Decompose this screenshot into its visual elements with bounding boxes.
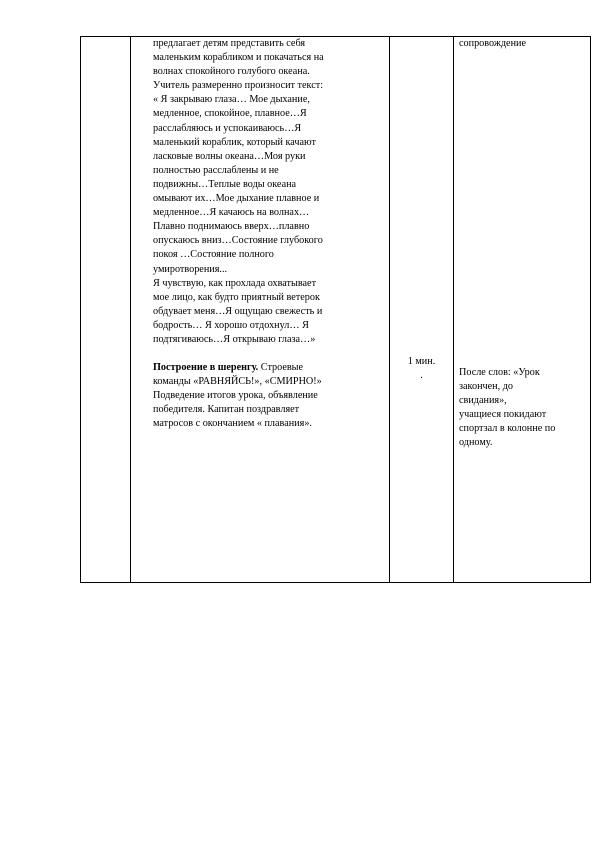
stage-cell bbox=[81, 37, 131, 583]
paragraph-gap bbox=[153, 347, 386, 361]
lesson-plan-table bbox=[80, 36, 591, 583]
final-heading: Построение в шеренгу. bbox=[153, 362, 259, 374]
time-text: 1 мин. bbox=[407, 356, 436, 367]
notes-cell bbox=[454, 37, 591, 583]
relaxation-text: предлагает детям представить себя маленьким корабликом и покачаться на волнах спокойного голубого океана. Учитель размеренно произносит текст: « Я закрываю глаза… Мое дыхание, медленное, спокойное, плавное…Я расслабляюсь и успокаиваюсь…Я маленький кораблик, который качают ласковые волны океана…Моя руки полностью расслаблены и не подвижны…Теплые воды океана омывают их…Мое дыхание плавное и медленное…Я качаюсь на волнах… Плавно поднимаюсь вверх…плавно опускаюсь вниз…Состояние глубокого покоя …Состояние полного умиротворения... Я чувствую, как прохлада охватывает мое лицо, как будто приятный ветерок обдувает меня…Я ощущаю свежесть и бодрость… Я хорошо отдохнул… Я подтягиваюсь…Я открываю глаза…» bbox=[153, 38, 324, 345]
time-mark: . bbox=[420, 370, 423, 382]
final-paragraph bbox=[153, 361, 386, 431]
notes-top-text: сопровождение bbox=[459, 38, 527, 49]
teacher-activity-content bbox=[153, 37, 386, 432]
teacher-activity-cell bbox=[131, 37, 390, 583]
table-row bbox=[81, 37, 591, 583]
time-value bbox=[390, 355, 453, 383]
notes-after-text: После слов: «Урок закончен, до свидания», учащиеся покидают спортзал в колонне по одному. bbox=[459, 367, 556, 449]
time-cell bbox=[390, 37, 454, 583]
final-text: Строевые команды «РАВНЯЙСЬ!», «СМИРНО!» Подведение итогов урока, объявление победителя. Капитан поздравляет матросов с окончанием « плавания». bbox=[153, 362, 322, 430]
